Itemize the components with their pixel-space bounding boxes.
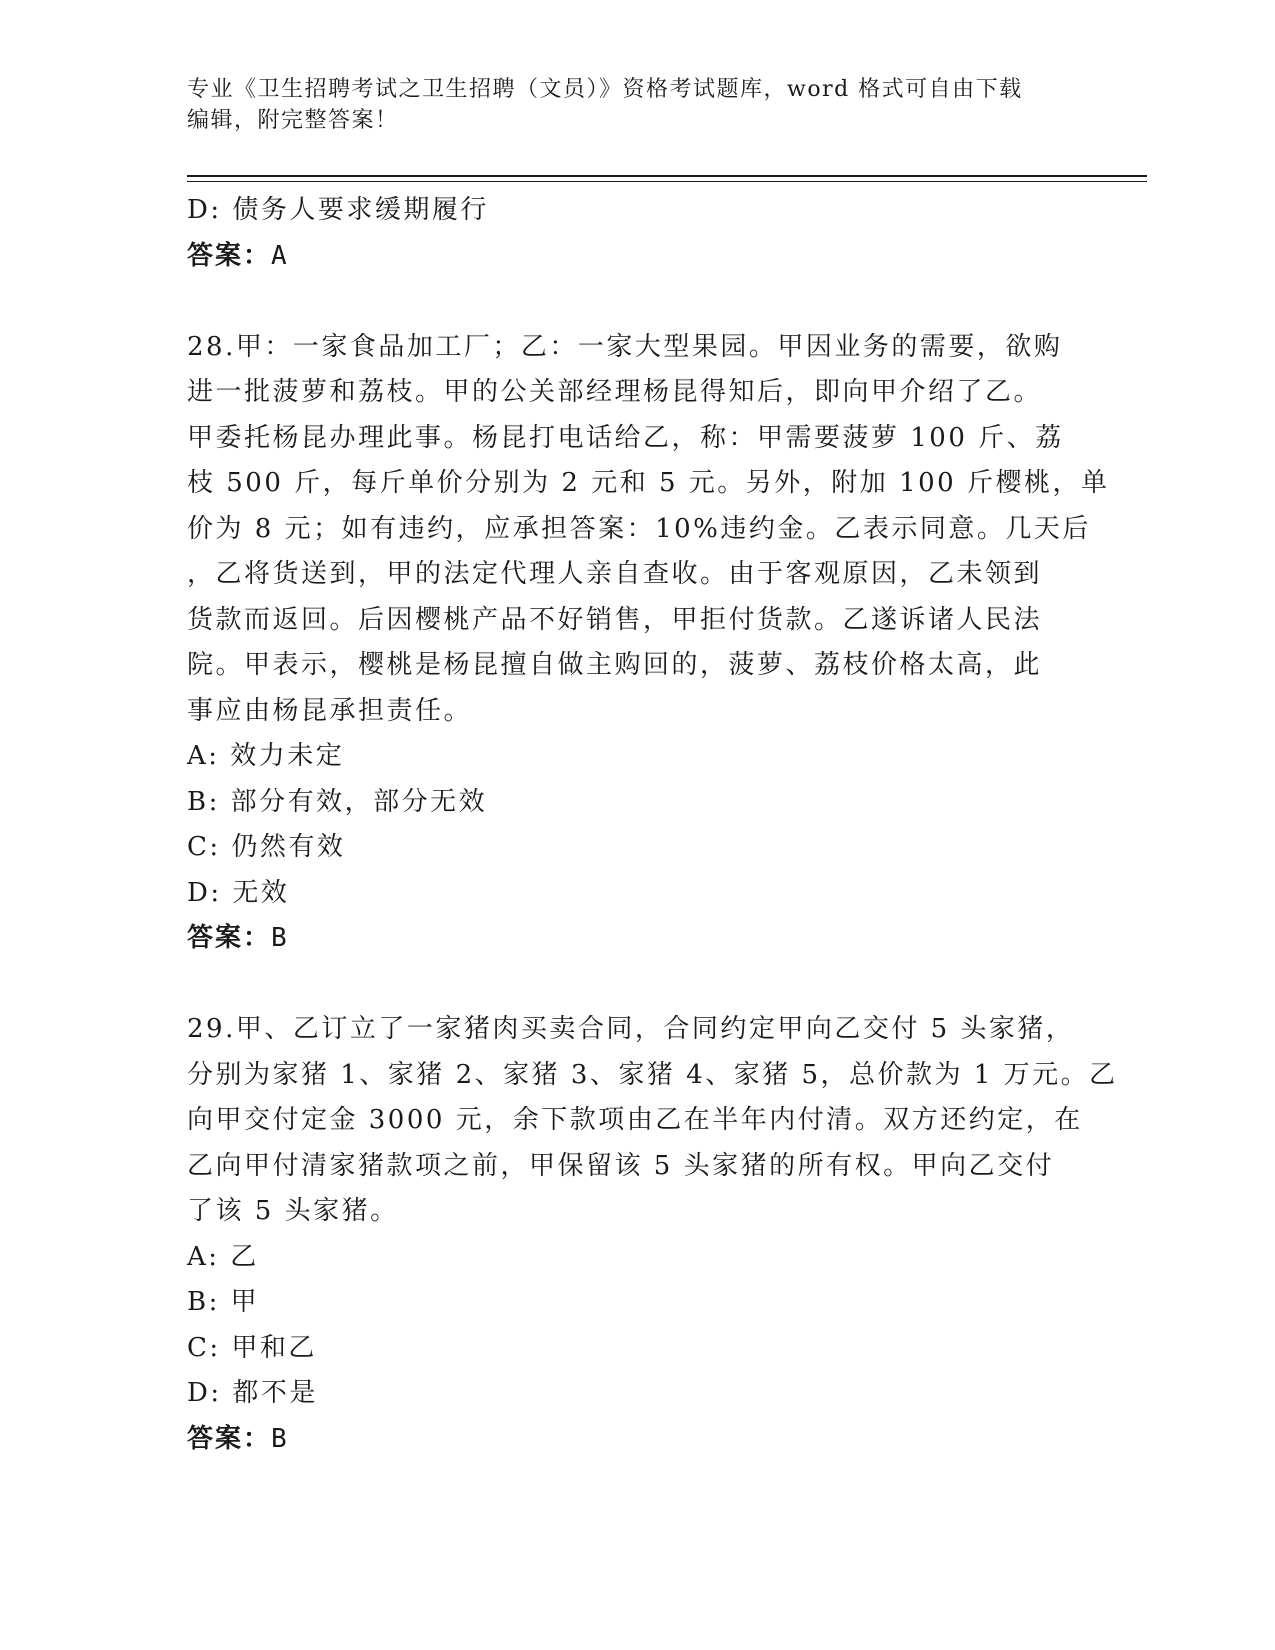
answer-label: 答案： — [187, 1423, 272, 1454]
question-text-line: 分别为家猪 1、家猪 2、家猪 3、家猪 4、家猪 5，总价款为 1 万元。乙 — [187, 1059, 1118, 1090]
document-body — [187, 188, 1118, 1462]
option-b: B: 甲 — [187, 1287, 260, 1317]
answer-value: A — [271, 240, 289, 271]
option-a: A: 效力未定 — [187, 741, 345, 771]
spacer — [187, 279, 1087, 325]
header-line: 编辑，附完整答案！ — [187, 108, 399, 133]
question-text-line: 进一批菠萝和荔枝。甲的公关部经理杨昆得知后，即向甲介绍了乙。 — [187, 377, 1043, 407]
question-28 — [187, 325, 1110, 962]
option-d: D: 都不是 — [187, 1378, 318, 1408]
prev-question — [187, 188, 1087, 279]
question-text-line: 院。甲表示，樱桃是杨昆擅自做主购回的，菠萝、荔枝价格太高，此 — [187, 650, 1043, 680]
question-text-line: 向甲交付定金 3000 元，余下款项由乙在半年内付清。双方还约定，在 — [187, 1105, 1083, 1135]
header-divider-thick — [187, 175, 1147, 177]
answer-label: 答案： — [187, 240, 272, 271]
option-c: C: 仍然有效 — [187, 832, 346, 862]
option-d: D: 债务人要求缓期履行 — [187, 195, 489, 225]
question-text-line: 28.甲：一家食品加工厂；乙：一家大型果园。甲因业务的需要，欲购 — [187, 331, 1063, 362]
answer-line — [187, 1417, 1087, 1463]
question-text-line: 了该 5 头家猪。 — [187, 1196, 399, 1226]
spacer — [187, 962, 1087, 1008]
question-text-line: 甲委托杨昆办理此事。杨昆打电话给乙，称：甲需要菠萝 100 斤、荔 — [187, 422, 1064, 453]
document-header — [187, 74, 1087, 136]
answer-value: B — [271, 923, 289, 953]
answer-value: B — [271, 1423, 289, 1454]
question-text-line: 价为 8 元；如有违约，应承担答案：10%违约金。乙表示同意。几天后 — [187, 513, 1091, 544]
question-text-line: 枝 500 斤，每斤单价分别为 2 元和 5 元。另外，附加 100 斤樱桃，单 — [187, 468, 1110, 498]
header-divider-thin — [187, 181, 1147, 182]
option-b: B: 部分有效，部分无效 — [187, 786, 488, 817]
option-d: D: 无效 — [187, 877, 290, 908]
option-c: C: 甲和乙 — [187, 1332, 317, 1363]
question-text-line: 29.甲、乙订立了一家猪肉买卖合同，合同约定甲向乙交付 5 头家猪， — [187, 1014, 1075, 1044]
question-text-line: ，乙将货送到，甲的法定代理人亲自查收。由于客观原因，乙未领到 — [187, 559, 1043, 589]
answer-line — [187, 234, 1087, 280]
answer-label: 答案： — [187, 923, 272, 953]
option-a: A: 乙 — [187, 1241, 259, 1272]
question-29 — [187, 1007, 1118, 1462]
question-text-line: 货款而返回。后因樱桃产品不好销售，甲拒付货款。乙遂诉诸人民法 — [187, 604, 1043, 635]
question-text-line: 乙向甲付清家猪款项之前，甲保留该 5 头家猪的所有权。甲向乙交付 — [187, 1150, 1055, 1181]
header-line: 专业《卫生招聘考试之卫生招聘（文员）》资格考试题库，word 格式可自由下载 — [187, 77, 1023, 102]
question-text-line: 事应由杨昆承担责任。 — [187, 695, 473, 726]
answer-line — [187, 916, 1087, 962]
